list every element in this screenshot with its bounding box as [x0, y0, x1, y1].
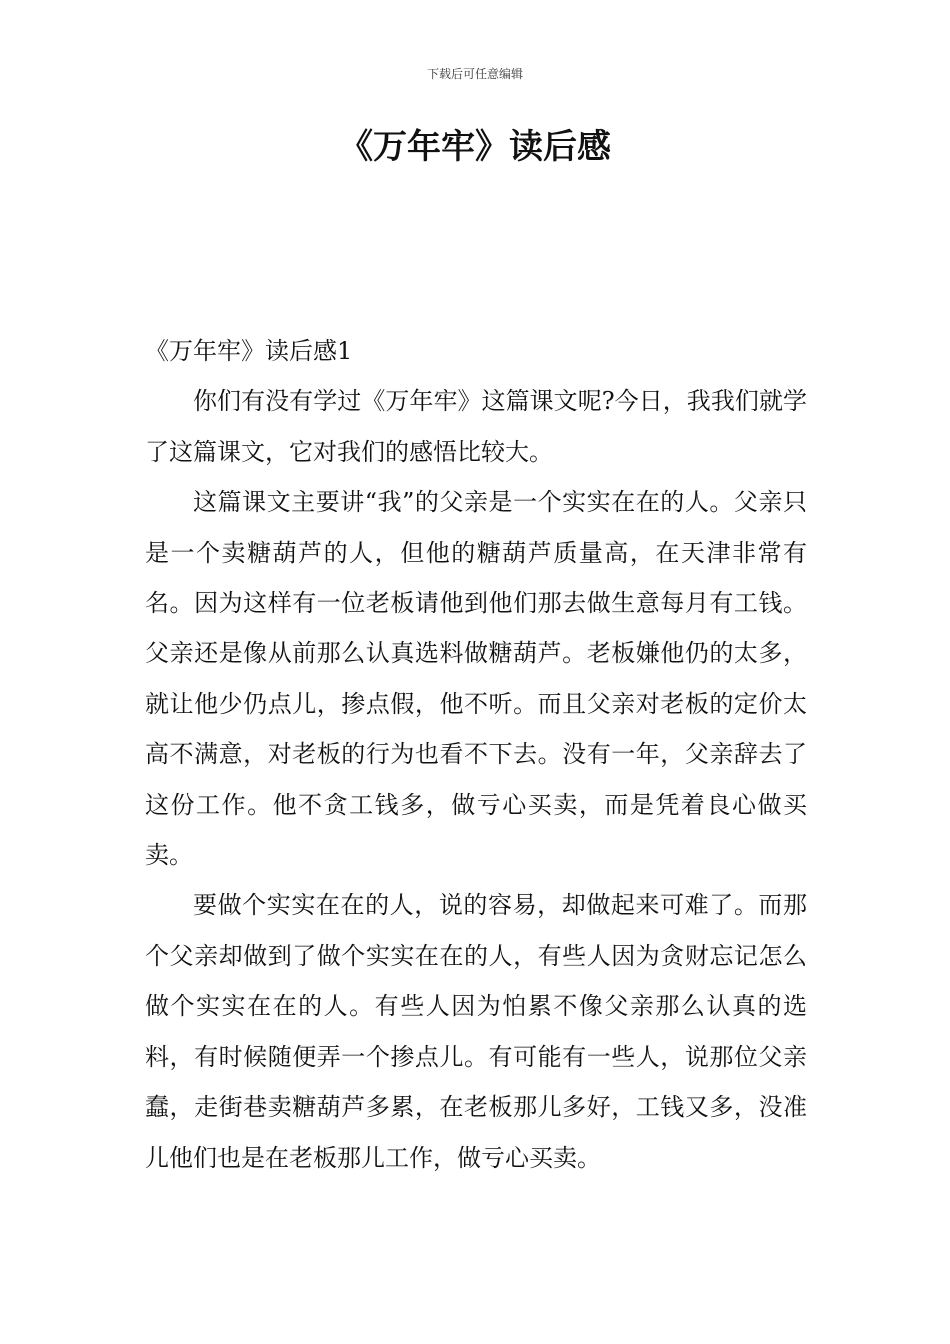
article-body [145, 326, 807, 1183]
header-note: 下载后可任意编辑 [426, 67, 523, 81]
paragraph-3: 要做个实实在在的人，说的容易，却做起来可难了。而那个父亲却做到了做个实实在在的人，有些人因为贪财忘记怎么做个实实在在的人。有些人因为怕累不像父亲那么认真的选料，有时候随便弄一个掺点儿。有可能有一些人，说那位父亲蠢，走街巷卖糖葫芦多累，在老板那儿多好，工钱又多，没准儿他们也是在老板那儿工作，做亏心买卖。 [145, 891, 807, 1172]
paragraph-2: 这篇课文主要讲“我”的父亲是一个实实在在的人。父亲只是一个卖糖葫芦的人，但他的糖葫芦质量高，在天津非常有名。因为这样有一位老板请他到他们那去做生意每月有工钱。父亲还是像从前那么认真选料做糖葫芦。老板嫌他仍的太多，就让他少仍点儿，掺点假，他不听。而且父亲对老板的定价太高不满意，对老板的行为也看不下去。没有一年，父亲辞去了这份工作。他不贪工钱多，做亏心买卖，而是凭着良心做买卖。 [145, 488, 807, 870]
document-title: 《万年牢》读后感 [339, 127, 611, 167]
section-heading: 《万年牢》读后感1 [145, 337, 353, 365]
paragraph-1: 你们有没有学过《万年牢》这篇课文呢?今日，我我们就学了这篇课文，它对我们的感悟比较大。 [145, 387, 807, 466]
